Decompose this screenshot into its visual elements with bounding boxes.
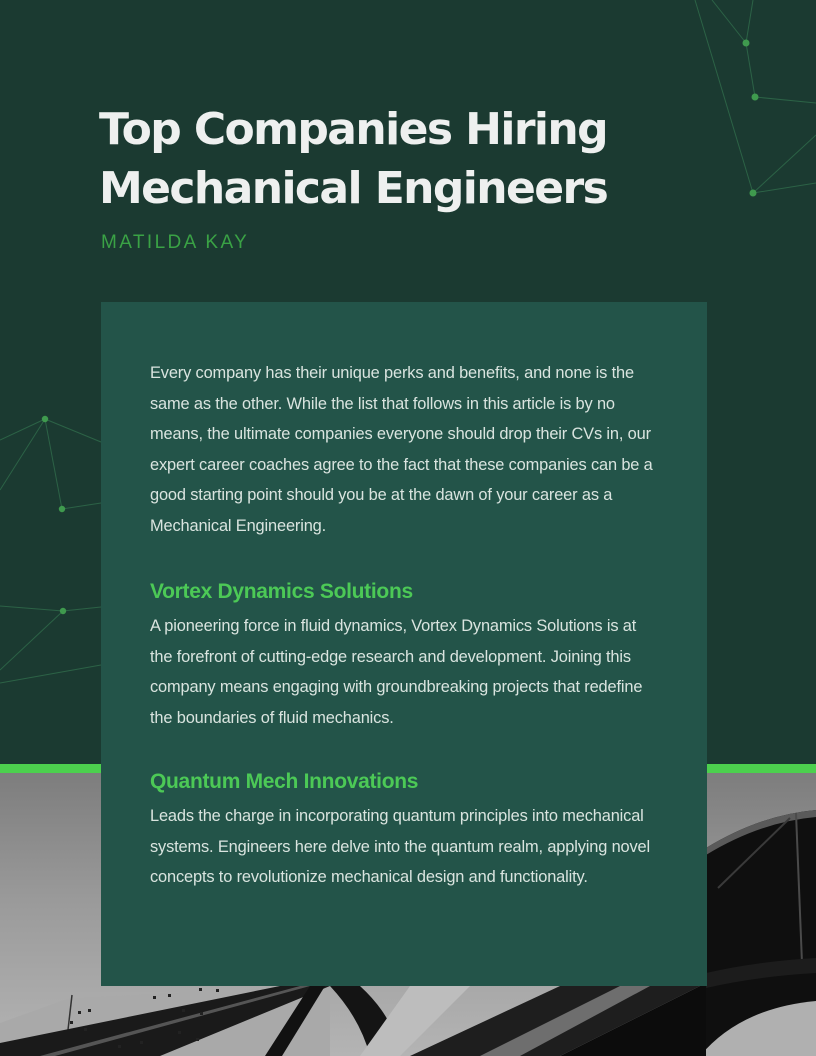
- intro-paragraph: Every company has their unique perks and benefits, and none is the same as the other. While the list that follows in this article is by no means, the ultimate companies everyone should drop their CVs in, our expert career coaches agree to the fact that these companies can be a good starting point should you be at the dawn of your career as a Mechanical Engineering.: [150, 364, 653, 535]
- article-card: [101, 302, 707, 986]
- author-name: MATILDA KAY: [101, 232, 250, 253]
- company-section-quantum: [150, 767, 659, 893]
- title-line-2: Mechanical Engineers: [99, 163, 608, 214]
- company-description: A pioneering force in fluid dynamics, Vortex Dynamics Solutions is at the forefront of cutting-edge research and development. Joining this company means engaging with groundbreaking projects that redefine the boundaries of fluid mechanics.: [150, 617, 643, 727]
- company-heading: Quantum Mech Innovations: [150, 770, 419, 793]
- company-description: Leads the charge in incorporating quantum principles into mechanical systems. Engineers here delve into the quantum realm, applying novel concepts to revolutionize mechanical design and functionality.: [150, 807, 651, 886]
- title-line-1: Top Companies Hiring: [99, 104, 608, 155]
- company-section-vortex: [150, 577, 659, 733]
- page-title: [99, 100, 699, 218]
- company-heading: Vortex Dynamics Solutions: [150, 580, 413, 603]
